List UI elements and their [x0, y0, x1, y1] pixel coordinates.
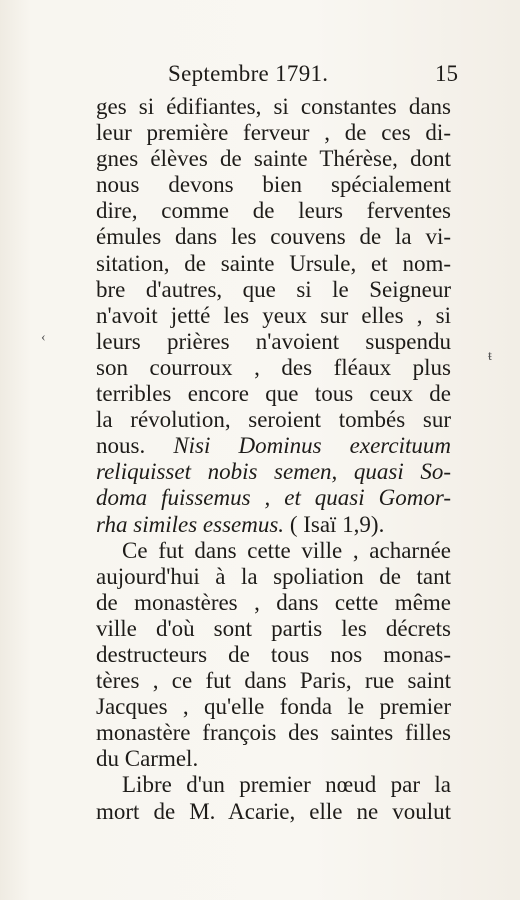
text-line: leur première ferveur , de ces di-	[96, 120, 451, 146]
text-line: Ce fut dans cette ville , acharnée	[122, 537, 451, 563]
latin-quote-line	[96, 512, 451, 538]
text-line: nous devons bien spécialement	[96, 172, 451, 198]
scripture-reference: ( Isaï 1,9).	[289, 511, 385, 537]
text-line: émules dans les couvens de la vi-	[96, 224, 451, 250]
latin-quote: rha similes essemus.	[96, 511, 285, 537]
text-line: leurs prières n'avoient suspendu	[96, 328, 451, 354]
page-header	[168, 58, 458, 90]
text-line: dire, comme de leurs ferventes	[96, 198, 451, 224]
text-line: aujourd'hui à la spoliation de tant	[96, 563, 451, 589]
text-line: gnes élèves de sainte Thérèse, dont	[96, 146, 451, 172]
text-line: de monastères , dans cette même	[96, 589, 451, 615]
text-line: terribles encore que tous ceux de	[96, 381, 451, 407]
margin-mark-left: ‹	[41, 330, 46, 345]
page-number: 15	[435, 61, 458, 86]
text-line: destructeurs de tous nos monas-	[96, 641, 451, 667]
text-line: tères , ce fut dans Paris, rue saint	[96, 668, 451, 694]
text-line: ges si édifiantes, si constantes dans	[96, 94, 451, 119]
latin-quote-line	[96, 433, 451, 459]
text-line: mort de M. Acarie, elle ne voulut	[96, 798, 451, 824]
latin-quote-line: reliquisset nobis semen, quasi So-	[96, 459, 451, 485]
latin-quote-line: doma fuissemus , et quasi Gomor-	[96, 485, 451, 511]
text-line: n'avoit jetté les yeux sur elles , si	[96, 302, 451, 328]
latin-quote: Nisi Dominus exercituum	[173, 433, 451, 459]
text-fragment: nous.	[96, 433, 146, 459]
text-line: Jacques , qu'elle fonda le premier	[96, 694, 451, 720]
text-line: monastère françois des saintes filles	[96, 720, 451, 746]
running-head: Septembre 1791.	[168, 61, 329, 86]
text-line: son courroux , des fléaux plus	[96, 354, 451, 380]
text-line: Libre d'un premier nœud par la	[122, 772, 451, 798]
text-line: ville d'où sont partis les décrets	[96, 615, 451, 641]
margin-mark-right: ŧ	[488, 349, 492, 364]
text-line: la révolution, seroient tombés sur	[96, 407, 451, 433]
text-line: du Carmel.	[96, 746, 199, 772]
text-line: bre d'autres, que si le Seigneur	[96, 276, 451, 302]
body-text	[96, 94, 451, 825]
text-line: sitation, de sainte Ursule, et nom-	[96, 250, 451, 276]
